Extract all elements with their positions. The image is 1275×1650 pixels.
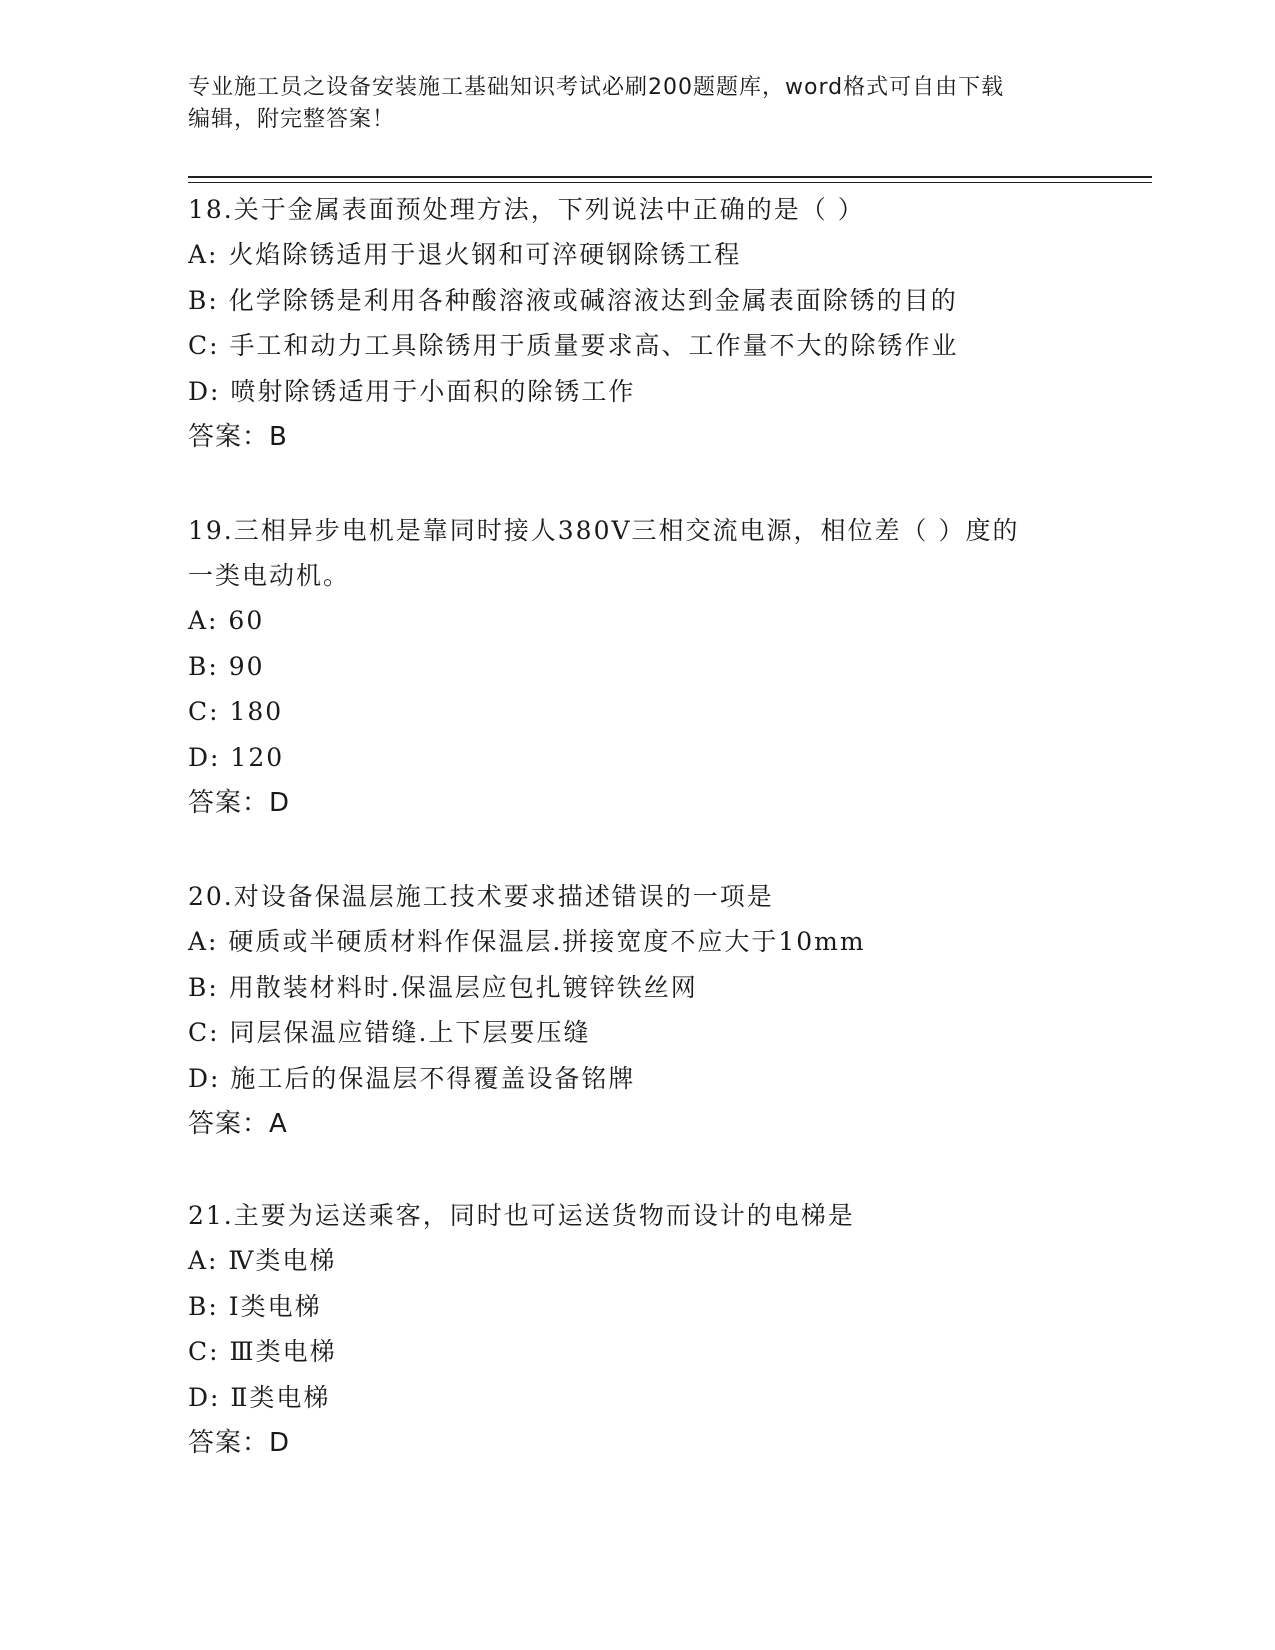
option-d: D: 喷射除锈适用于小面积的除锈工作 [188, 376, 636, 406]
option-b: B: 90 [188, 651, 265, 681]
header-rule-thin [188, 182, 1152, 183]
answer [188, 414, 1088, 460]
option-c: C: 同层保温应错缝.上下层要压缝 [188, 1018, 591, 1047]
question-stem-continued: 一类电动机。 [188, 561, 351, 590]
header-line-1: 专业施工员之设备安装施工基础知识考试必刷200题题库，word格式可自由下载 [188, 75, 1005, 100]
answer-value: D [269, 1428, 291, 1458]
option-d: D: 120 [188, 742, 285, 772]
question-21 [188, 1193, 1088, 1466]
question-stem: 19.三相异步电机是靠同时接人380V三相交流电源，相位差（ ）度的 [188, 516, 1020, 545]
header-rule-thick [188, 176, 1152, 178]
option-d: D: Ⅱ类电梯 [188, 1382, 331, 1412]
option-a: A: 硬质或半硬质材料作保温层.拼接宽度不应大于10mm [188, 927, 866, 956]
option-c: C: 180 [188, 697, 284, 726]
option-a: A: 60 [188, 606, 265, 635]
question-18 [188, 187, 1088, 460]
option-c: C: Ⅲ类电梯 [188, 1337, 337, 1366]
option-a: A: Ⅳ类电梯 [188, 1246, 337, 1275]
question-20 [188, 874, 1088, 1147]
answer [188, 1101, 1088, 1147]
answer [188, 780, 1088, 826]
question-19 [188, 508, 1088, 826]
answer [188, 1420, 1088, 1466]
header-line-2: 编辑，附完整答案！ [188, 107, 396, 132]
answer-label: 答案： [188, 1428, 270, 1458]
option-b: B: 化学除锈是利用各种酸溶液或碱溶液达到金属表面除锈的目的 [188, 285, 958, 315]
answer-label: 答案： [188, 422, 270, 452]
option-d: D: 施工后的保温层不得覆盖设备铭牌 [188, 1063, 636, 1093]
answer-value: B [269, 422, 288, 452]
answer-label: 答案： [188, 788, 270, 818]
question-stem: 20.对设备保温层施工技术要求描述错误的一项是 [188, 882, 774, 911]
answer-value: D [269, 788, 291, 818]
option-c: C: 手工和动力工具除锈用于质量要求高、工作量不大的除锈作业 [188, 331, 959, 360]
option-b: B: Ⅰ类电梯 [188, 1291, 322, 1321]
question-stem: 18.关于金属表面预处理方法，下列说法中正确的是（ ） [188, 195, 865, 224]
question-stem: 21.主要为运送乘客，同时也可运送货物而设计的电梯是 [188, 1201, 855, 1230]
option-b: B: 用散装材料时.保温层应包扎镀锌铁丝网 [188, 972, 698, 1002]
answer-label: 答案： [188, 1109, 270, 1139]
option-a: A: 火焰除锈适用于退火钢和可淬硬钢除锈工程 [188, 240, 742, 269]
document-header [188, 72, 1088, 136]
answer-value: A [269, 1109, 288, 1139]
